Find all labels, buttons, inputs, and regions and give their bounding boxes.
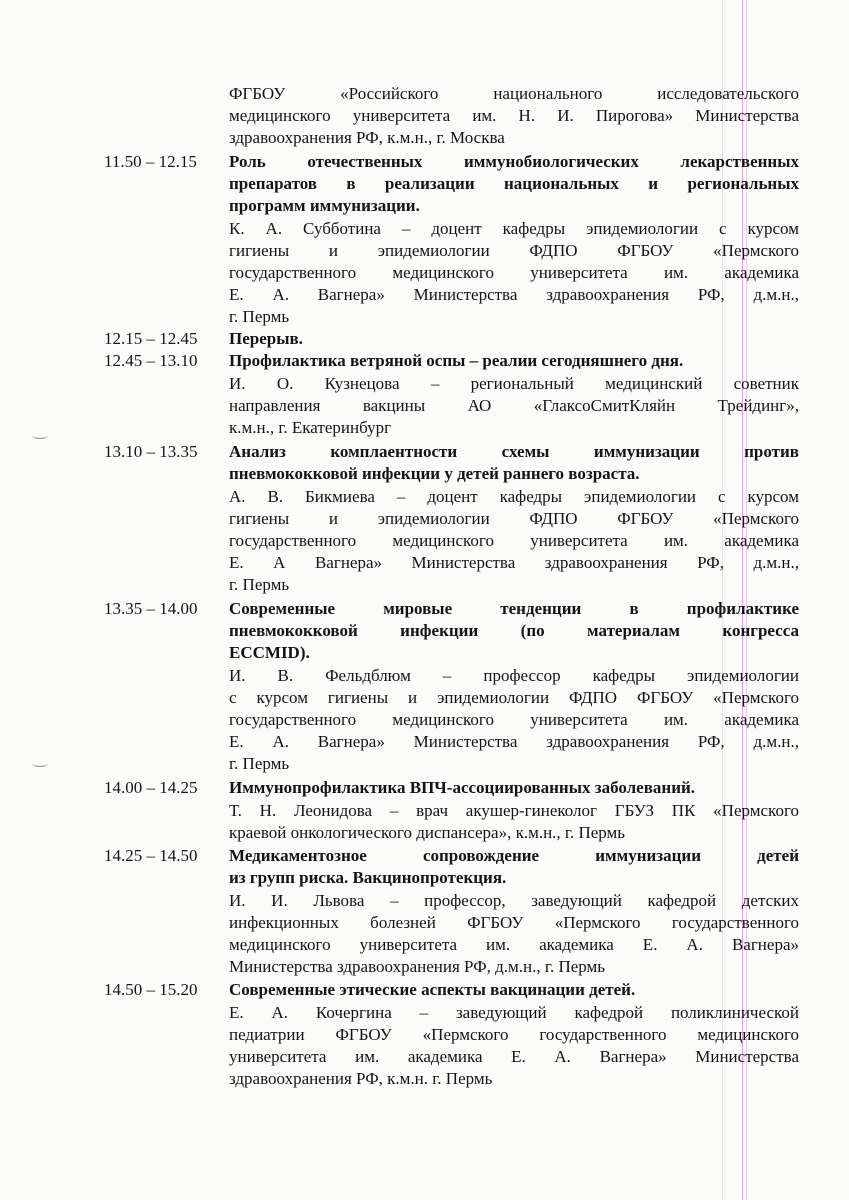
speaker-line: медицинского университета им. Н. И. Пирогова» Министерства <box>229 106 799 125</box>
session-title: Профилактика ветряной оспы – реалии сегодняшнего дня. <box>229 351 684 370</box>
speaker-line: г. Пермь <box>229 754 290 773</box>
speaker-line: с курсом гигиены и эпидемиологии ФДПО ФГБОУ «Пермского <box>229 688 799 707</box>
speaker-line: к.м.н., г. Екатеринбург <box>229 418 392 437</box>
speaker-line: Е. А. Кочергина – заведующий кафедрой поликлинической <box>229 1003 799 1022</box>
session-time: 11.50 – 12.15 <box>104 152 197 171</box>
punch-mark <box>32 432 48 439</box>
session-title: Анализ комплаентности схемы иммунизации против <box>229 442 799 461</box>
session-title: Современные этические аспекты вакцинации детей. <box>229 980 636 999</box>
session-title: Иммунопрофилактика ВПЧ-ассоциированных заболеваний. <box>229 778 696 797</box>
speaker-line: государственного медицинского университета им. академика <box>229 710 799 729</box>
session-time: 12.45 – 13.10 <box>104 351 198 370</box>
session-time: 14.00 – 14.25 <box>104 778 198 797</box>
session-title: препаратов в реализации национальных и региональных <box>229 174 799 193</box>
speaker-line: г. Пермь <box>229 307 290 326</box>
session-title: Медикаментозное сопровождение иммунизации детей <box>229 846 799 865</box>
speaker-line: медицинского университета им. академика Е. А. Вагнера» <box>229 935 799 954</box>
speaker-line: университета им. академика Е. А. Вагнера» Министерства <box>229 1047 799 1066</box>
speaker-line: А. В. Бикмиева – доцент кафедры эпидемиологии с курсом <box>229 487 799 506</box>
session-title: Перерыв. <box>229 329 303 348</box>
speaker-line: К. А. Субботина – доцент кафедры эпидемиологии с курсом <box>229 219 799 238</box>
session-time: 13.35 – 14.00 <box>104 599 198 618</box>
speaker-line: Е. А. Вагнера» Министерства здравоохранения РФ, д.м.н., <box>229 732 799 751</box>
session-title: программ иммунизации. <box>229 196 420 215</box>
session-title: пневмококковой инфекции (по материалам конгресса <box>229 621 799 640</box>
speaker-line: Е. А Вагнера» Министерства здравоохранения РФ, д.м.н., <box>229 553 799 572</box>
speaker-line: государственного медицинского университета им. академика <box>229 531 799 550</box>
session-title: Современные мировые тенденции в профилактике <box>229 599 799 618</box>
speaker-line: ФГБОУ «Российского национального исследовательского <box>229 84 799 103</box>
session-time: 14.25 – 14.50 <box>104 846 198 865</box>
speaker-line: Т. Н. Леонидова – врач акушер-гинеколог ГБУЗ ПК «Пермского <box>229 801 799 820</box>
session-time: 14.50 – 15.20 <box>104 980 198 999</box>
speaker-line: И. И. Львова – профессор, заведующий кафедрой детских <box>229 891 799 910</box>
session-title: Роль отечественных иммунобиологических лекарственных <box>229 152 799 171</box>
speaker-line: направления вакцины АО «ГлаксоСмитКляйн Трейдинг», <box>229 396 799 415</box>
session-title: из групп риска. Вакцинопротекция. <box>229 868 507 887</box>
speaker-line: И. О. Кузнецова – региональный медицинский советник <box>229 374 799 393</box>
speaker-line: Министерства здравоохранения РФ, д.м.н., г. Пермь <box>229 957 606 976</box>
session-title: ECCMID). <box>229 643 310 662</box>
speaker-line: гигиены и эпидемиологии ФДПО ФГБОУ «Пермского <box>229 509 799 528</box>
speaker-line: гигиены и эпидемиологии ФДПО ФГБОУ «Пермского <box>229 241 799 260</box>
speaker-line: г. Пермь <box>229 575 290 594</box>
session-time: 12.15 – 12.45 <box>104 329 198 348</box>
speaker-line: И. В. Фельдблюм – профессор кафедры эпидемиологии <box>229 666 799 685</box>
speaker-line: инфекционных болезней ФГБОУ «Пермского государственного <box>229 913 799 932</box>
speaker-line: здравоохранения РФ, к.м.н. г. Пермь <box>229 1069 493 1088</box>
speaker-line: государственного медицинского университета им. академика <box>229 263 799 282</box>
speaker-line: Е. А. Вагнера» Министерства здравоохранения РФ, д.м.н., <box>229 285 799 304</box>
speaker-line: педиатрии ФГБОУ «Пермского государственного медицинского <box>229 1025 799 1044</box>
session-title: пневмококковой инфекции у детей раннего возраста. <box>229 464 640 483</box>
session-time: 13.10 – 13.35 <box>104 442 198 461</box>
punch-mark <box>32 760 48 767</box>
speaker-line: краевой онкологического диспансера», к.м.н., г. Пермь <box>229 823 626 842</box>
speaker-line: здравоохранения РФ, к.м.н., г. Москва <box>229 128 505 147</box>
